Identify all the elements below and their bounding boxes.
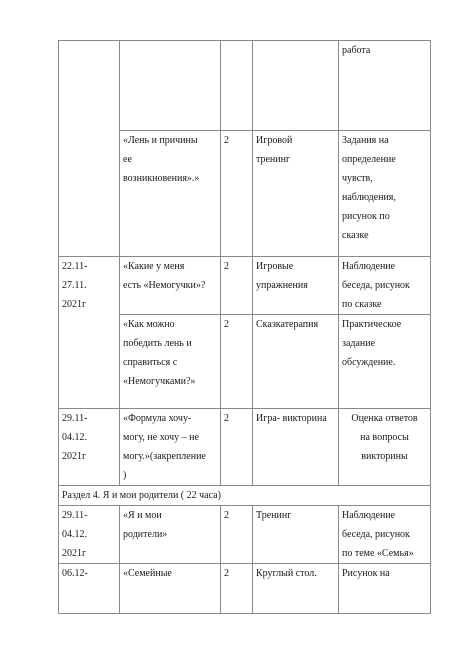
control-cell	[339, 131, 431, 257]
date-cell	[59, 257, 120, 409]
date-cell	[59, 564, 120, 614]
hours-cell	[221, 41, 253, 131]
control-cell	[339, 564, 431, 614]
topic-cell	[120, 257, 221, 315]
topic-cell	[120, 315, 221, 409]
form-cell	[253, 564, 339, 614]
table-row	[59, 257, 431, 315]
form-cell	[253, 315, 339, 409]
form-text: Игровые упражнения	[256, 261, 308, 291]
control-text: Наблюдение беседа, рисунок по сказке	[342, 261, 410, 310]
schedule-table	[58, 40, 431, 614]
hours-cell	[221, 506, 253, 564]
control-text: Задания на определение чувств, наблюдения, рисунок по сказке	[342, 135, 396, 241]
control-text: Практическое задание обсуждение.	[342, 319, 402, 368]
form-cell	[253, 131, 339, 257]
section-text: Раздел 4. Я и мои родители ( 22 часа)	[62, 490, 221, 501]
control-text: Рисунок на	[342, 568, 390, 579]
topic-text: «Какие у меня есть «Немогучки»?	[123, 261, 206, 291]
hours-text: 2	[224, 319, 229, 330]
control-cell	[339, 41, 431, 131]
hours-text: 2	[224, 510, 229, 521]
hours-text: 2	[224, 261, 229, 272]
hours-text: 2	[224, 413, 229, 424]
section-heading	[59, 486, 431, 506]
form-cell	[253, 506, 339, 564]
form-text: Сказкатерапия	[256, 319, 319, 330]
topic-text: «Я и мои родители»	[123, 510, 168, 540]
control-text: Наблюдение беседа, рисунок по теме «Семья»	[342, 510, 414, 559]
control-text: Оценка ответов на вопросы викторины	[351, 413, 418, 462]
hours-cell	[221, 315, 253, 409]
form-text: Игра- викторина	[256, 413, 327, 424]
table-row	[59, 564, 431, 614]
table-row	[59, 506, 431, 564]
hours-text: 2	[224, 568, 229, 579]
date-text: 06.12-	[62, 568, 88, 579]
date-text: 22.11- 27.11. 2021г	[62, 261, 88, 310]
control-cell	[339, 257, 431, 315]
topic-cell	[120, 409, 221, 486]
hours-cell	[221, 131, 253, 257]
date-text: 29.11- 04.12. 2021г	[62, 510, 88, 559]
hours-cell	[221, 409, 253, 486]
topic-text: «Лень и причины ее возникновения».»	[123, 135, 200, 184]
topic-cell	[120, 41, 221, 131]
topic-cell	[120, 131, 221, 257]
section-row	[59, 486, 431, 506]
topic-text: «Формула хочу- могу, не хочу – не могу.»(закрепление )	[123, 413, 206, 481]
table-row	[59, 41, 431, 131]
hours-text: 2	[224, 135, 229, 146]
form-cell	[253, 257, 339, 315]
form-text: Тренинг	[256, 510, 292, 521]
form-cell	[253, 409, 339, 486]
control-cell	[339, 409, 431, 486]
date-text: 29.11- 04.12. 2021г	[62, 413, 88, 462]
topic-cell	[120, 506, 221, 564]
form-text: Круглый стол.	[256, 568, 317, 579]
hours-cell	[221, 564, 253, 614]
date-cell	[59, 409, 120, 486]
topic-text: «Как можно победить лень и справиться с «Немогучками?»	[123, 319, 196, 387]
control-text: работа	[342, 45, 371, 56]
control-cell	[339, 315, 431, 409]
date-cell	[59, 506, 120, 564]
date-cell	[59, 41, 120, 257]
form-text: Игровой тренинг	[256, 135, 293, 165]
control-cell	[339, 506, 431, 564]
topic-cell	[120, 564, 221, 614]
topic-text: «Семейные	[123, 568, 172, 579]
table-row	[59, 409, 431, 486]
hours-cell	[221, 257, 253, 315]
form-cell	[253, 41, 339, 131]
